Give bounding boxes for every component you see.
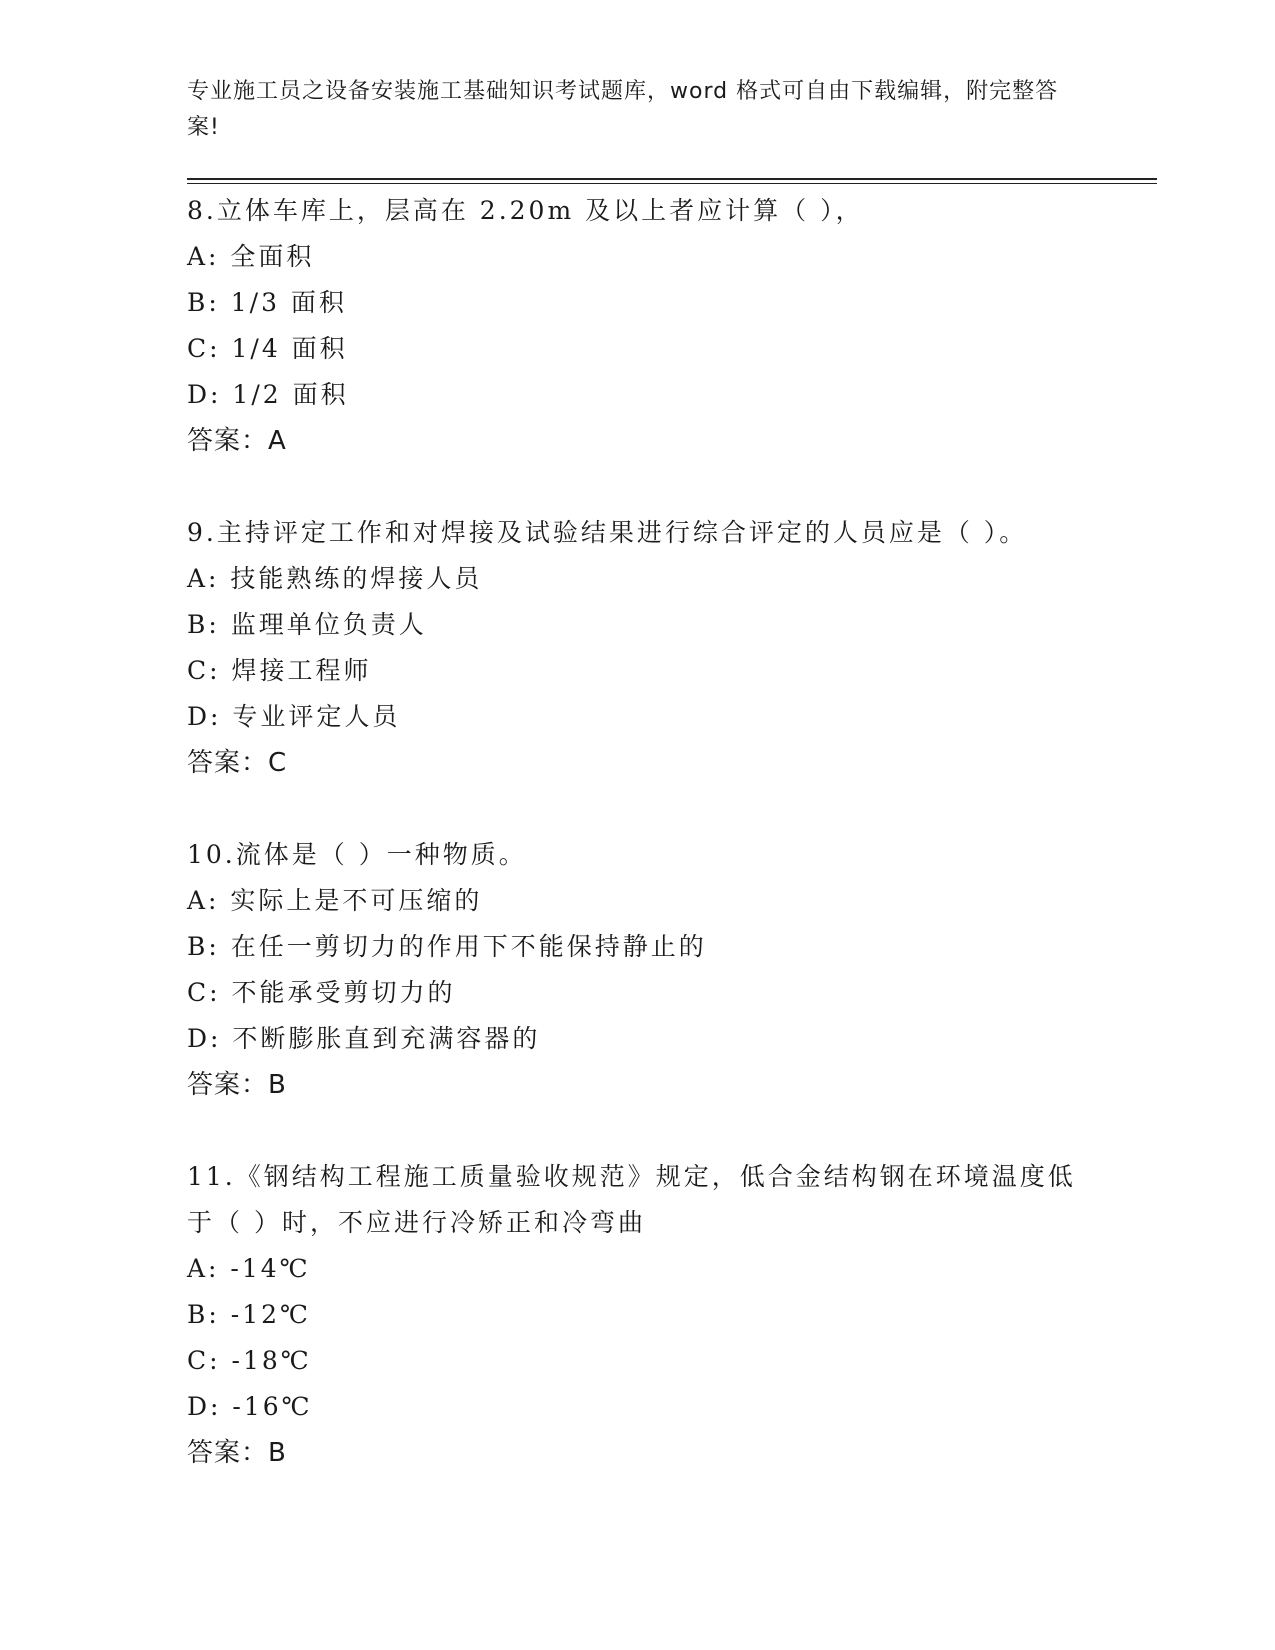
- option-d: D: 1/2 面积: [187, 380, 349, 409]
- question-item: [187, 832, 1147, 1108]
- option-a: A: 实际上是不可压缩的: [187, 886, 483, 915]
- option-a: A: 全面积: [187, 242, 315, 271]
- answer-line: 答案：C: [187, 748, 288, 778]
- option-c: C: 1/4 面积: [187, 334, 348, 363]
- header-divider-thin: [187, 183, 1157, 184]
- option-b: B: -12℃: [187, 1300, 311, 1329]
- option-a: A: 技能熟练的焊接人员: [187, 564, 483, 593]
- question-item: [187, 1154, 1147, 1476]
- header-divider: [187, 178, 1157, 180]
- option-d: D: -16℃: [187, 1392, 313, 1421]
- option-c: C: 焊接工程师: [187, 656, 372, 685]
- answer-line: 答案：A: [187, 426, 287, 456]
- answer-line: 答案：B: [187, 1438, 287, 1468]
- option-d: D: 专业评定人员: [187, 702, 401, 731]
- question-item: [187, 510, 1147, 786]
- document-header: 专业施工员之设备安装施工基础知识考试题库，word 格式可自由下载编辑，附完整答案!: [187, 79, 1059, 140]
- question-text: 8.立体车库上，层高在 2.20m 及以上者应计算（ ），: [187, 196, 864, 225]
- option-b: B: 在任一剪切力的作用下不能保持静止的: [187, 932, 707, 961]
- option-c: C: 不能承受剪切力的: [187, 978, 456, 1007]
- answer-line: 答案：B: [187, 1070, 287, 1100]
- option-d: D: 不断膨胀直到充满容器的: [187, 1024, 541, 1053]
- option-c: C: -18℃: [187, 1346, 312, 1375]
- option-b: B: 监理单位负责人: [187, 610, 427, 639]
- option-b: B: 1/3 面积: [187, 288, 347, 317]
- question-item: [187, 188, 1147, 464]
- option-a: A: -14℃: [187, 1254, 311, 1283]
- question-text: 9.主持评定工作和对焊接及试验结果进行综合评定的人员应是（ ）。: [187, 518, 1028, 547]
- question-text: 10.流体是（ ）一种物质。: [187, 840, 527, 869]
- question-list: [187, 188, 1147, 1522]
- question-text: 11.《钢结构工程施工质量验收规范》规定，低合金结构钢在环境温度低于（ ）时，不应进行冷矫正和冷弯曲: [187, 1162, 1076, 1237]
